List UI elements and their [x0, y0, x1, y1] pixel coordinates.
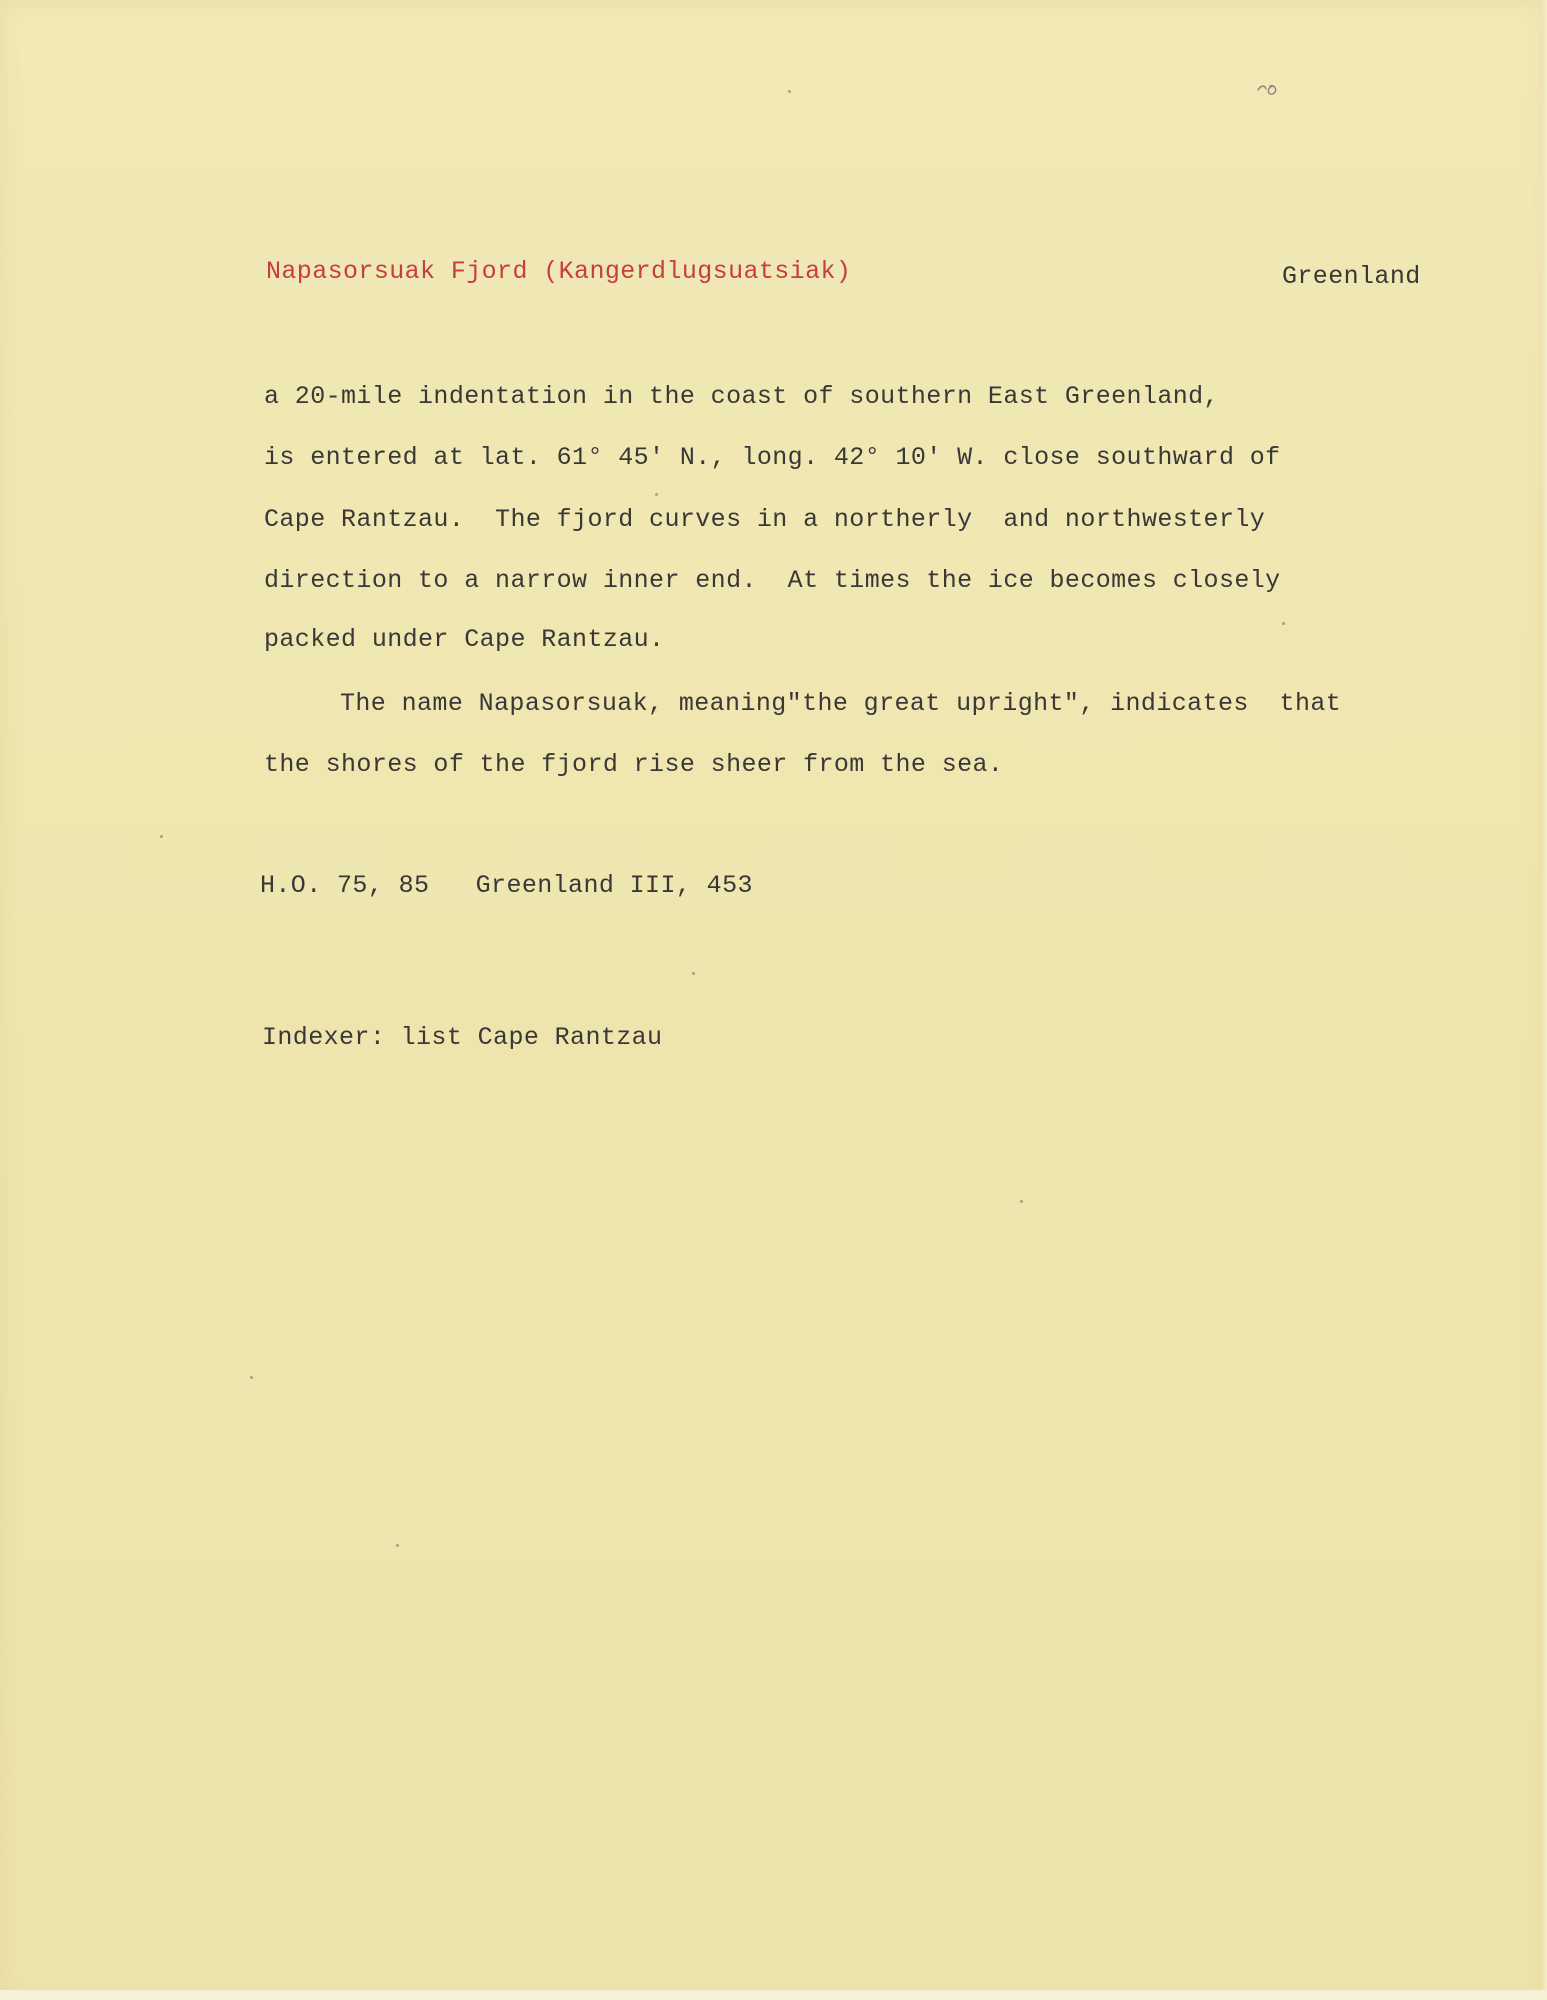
paragraph-2-line-2: the shores of the fjord rise sheer from the sea. — [264, 750, 1004, 779]
paper-bottom-margin — [0, 1990, 1547, 2000]
paper-speck — [160, 835, 163, 838]
paper-speck — [692, 972, 695, 975]
paper-speck — [1282, 622, 1285, 625]
paper-speck — [396, 1544, 399, 1547]
paper-speck — [1020, 1200, 1023, 1203]
paper-edge — [1541, 0, 1547, 2000]
paragraph-1-line-2: is entered at lat. 61° 45' N., long. 42° 10' W. close southward of — [264, 443, 1281, 472]
indexer-note: Indexer: list Cape Rantzau — [262, 1023, 663, 1052]
paragraph-1-line-4: direction to a narrow inner end. At times the ice becomes closely — [264, 566, 1281, 595]
paper-speck — [788, 90, 791, 93]
paragraph-1-line-5: packed under Cape Rantzau. — [264, 625, 665, 654]
paper-speck — [655, 493, 658, 496]
source-citation: H.O. 75, 85 Greenland III, 453 — [260, 871, 753, 900]
region-label: Greenland — [1282, 262, 1421, 291]
pencil-mark-icon — [1255, 80, 1295, 100]
paper-speck — [250, 1376, 253, 1379]
paragraph-1-line-1: a 20-mile indentation in the coast of southern East Greenland, — [264, 382, 1219, 411]
document-title: Napasorsuak Fjord (Kangerdlugsuatsiak) — [266, 257, 852, 286]
paragraph-2-line-1: The name Napasorsuak, meaning"the great upright", indicates that — [340, 689, 1342, 718]
paragraph-1-line-3: Cape Rantzau. The fjord curves in a northerly and northwesterly — [264, 505, 1266, 534]
